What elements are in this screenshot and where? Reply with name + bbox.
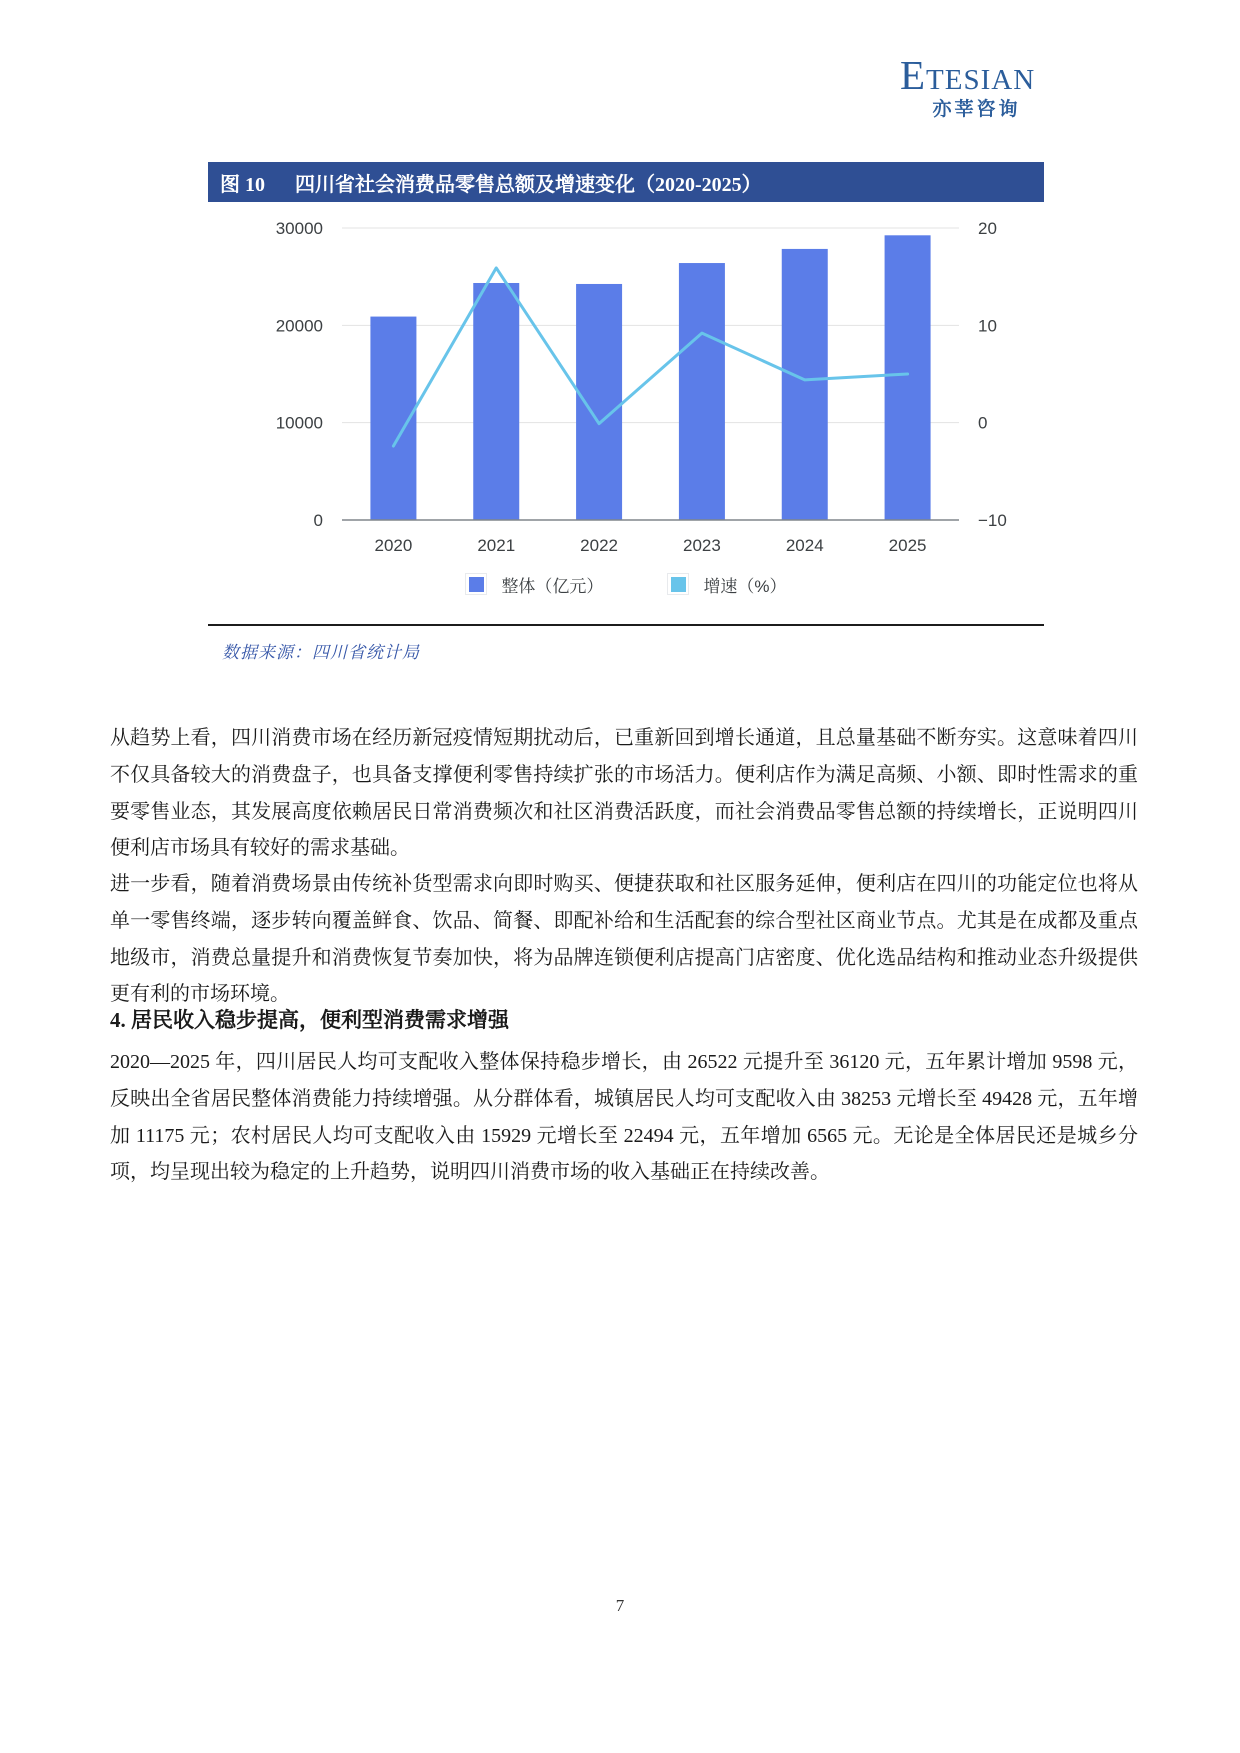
page-number: 7 — [615, 1596, 625, 1615]
svg-text:−10: −10 — [978, 511, 1007, 530]
chart-legend — [208, 571, 1044, 597]
svg-text:2022: 2022 — [580, 536, 618, 555]
body-paragraph-1: 从趋势上看，四川消费市场在经历新冠疫情短期扰动后，已重新回到增长通道，且总量基础不断夯实。这意味着四川不仅具备较大的消费盘子，也具备支撑便利零售持续扩张的市场活力。便利店作为满足高频、小额、即时性需求的重要零售业态，其发展高度依赖居民日常消费频次和社区消费活跃度，而社会消费品零售总额的持续增长，正说明四川便利店市场具有较好的需求基础。 — [110, 727, 1138, 860]
svg-text:2023: 2023 — [683, 536, 721, 555]
svg-text:2024: 2024 — [785, 536, 824, 555]
logo-wordmark: ETESIAN — [900, 52, 1036, 98]
figure-title: 四川省社会消费品零售总额及增速变化（2020-2025） — [295, 173, 762, 196]
svg-text:2025: 2025 — [888, 536, 927, 555]
company-logo — [900, 52, 1035, 122]
svg-text:0: 0 — [313, 511, 323, 530]
section-heading-4: 4. 居民收入稳步提高，便利型消费需求增强 — [110, 1008, 509, 1032]
figure-divider — [208, 624, 1044, 626]
body-paragraph-2: 进一步看，随着消费场景由传统补货型需求向即时购买、便捷获取和社区服务延伸，便利店在四川的功能定位也将从单一零售终端，逐步转向覆盖鲜食、饮品、简餐、即配补给和生活配套的综合型社区商业节点。尤其是在成都及重点地级市，消费总量提升和消费恢复节奏加快，将为品牌连锁便利店提高门店密度、优化选品结构和推动业态升级提供更有利的市场环境。 — [110, 873, 1138, 1006]
svg-text:10000: 10000 — [275, 413, 323, 433]
logo-subtitle: 亦莘咨询 — [932, 99, 1021, 121]
legend-swatch-line — [671, 577, 686, 592]
legend-label-line: 增速（%） — [703, 576, 787, 596]
figure-source: 数据来源：四川省统计局 — [222, 643, 420, 662]
svg-text:0: 0 — [978, 413, 988, 433]
figure-label: 图 10 — [220, 173, 265, 196]
legend-swatch-bars — [469, 577, 484, 592]
svg-text:20: 20 — [978, 219, 997, 238]
legend-swatch-box — [667, 573, 689, 595]
legend-swatch-box — [465, 573, 487, 595]
svg-text:2020: 2020 — [374, 536, 413, 555]
body-paragraph-3: 2020—2025 年，四川居民人均可支配收入整体保持稳步增长，由 26522 元提升至 36120 元，五年累计增加 9598 元，反映出全省居民整体消费能力持续增强。从分群体看，城镇居民人均可支配收入由 38253 元增长至 49428 元，五年增加 11175 元；农村居民人均可支配收入由 15929 元增长至 22494 元，五年增加 6565 元。无论是全体居民还是城乡分项，均呈现出较为稳定的上升趋势，说明四川消费市场的收入基础正在持续改善。 — [110, 1051, 1138, 1184]
legend-item-line — [667, 572, 786, 597]
svg-text:20000: 20000 — [275, 316, 323, 336]
svg-text:30000: 30000 — [275, 219, 323, 238]
svg-text:10: 10 — [978, 316, 997, 336]
svg-text:2021: 2021 — [477, 536, 516, 555]
figure-block — [208, 162, 1044, 677]
figure-title-bar — [208, 162, 1044, 202]
legend-label-bars: 整体（亿元） — [501, 576, 604, 596]
legend-item-bars — [465, 572, 603, 597]
figure-chart-svg — [208, 202, 1044, 567]
